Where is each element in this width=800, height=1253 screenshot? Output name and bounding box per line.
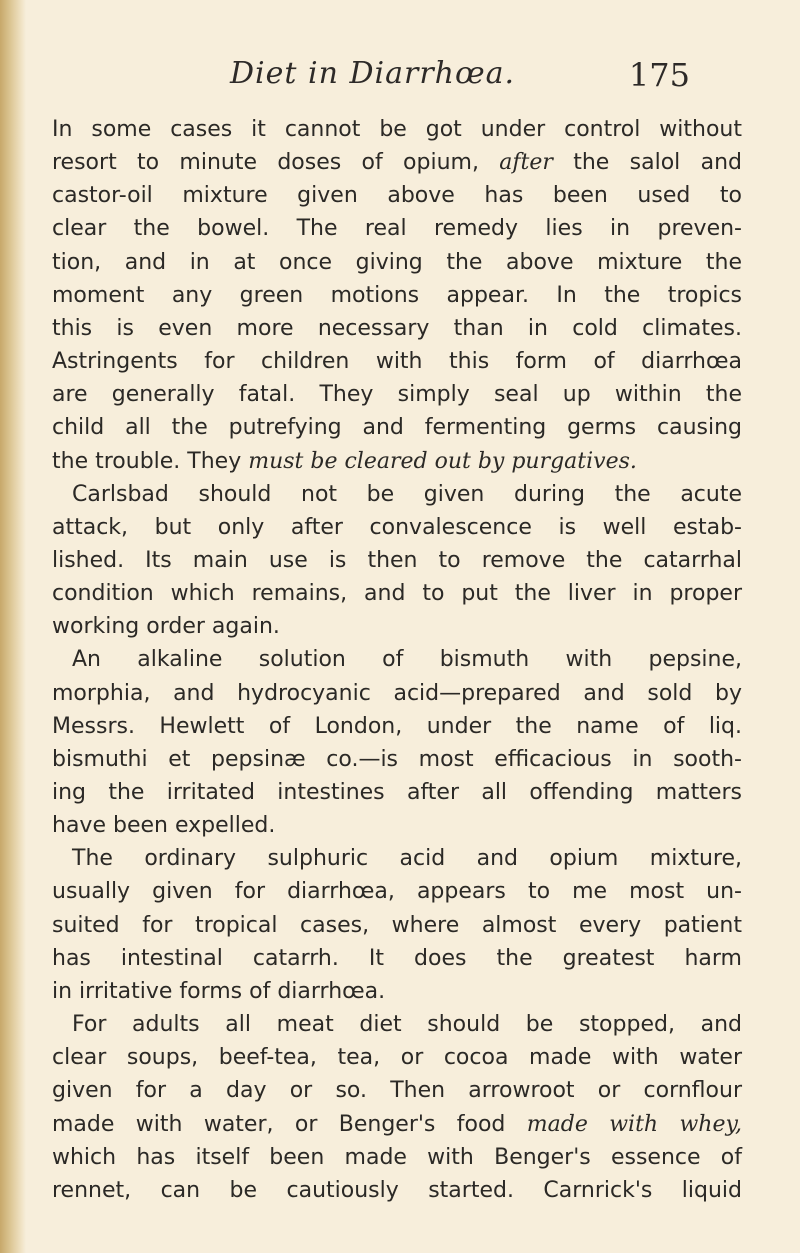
text-segment: condition which remains, and to put the liver in proper <box>52 581 742 607</box>
text-segment: have been expelled. <box>52 813 276 839</box>
text-segment: Messrs. Hewlett of London, under the name of liq. <box>52 713 742 739</box>
text-segment: suited for tropical cases, where almost every patient <box>52 912 742 938</box>
text-line <box>52 744 742 776</box>
text-segment: For adults all meat diet should be stopped, and <box>72 1012 742 1037</box>
text-line <box>52 1175 742 1207</box>
text-segment: Carlsbad should not be given during the acute <box>72 481 742 507</box>
text-segment: ing the irritated intestines after all offending matters <box>52 780 742 805</box>
text-segment: given for a day or so. Then arrowroot or cornflour <box>52 1078 742 1104</box>
text-segment: castor-oil mixture given above has been used to <box>52 183 742 209</box>
text-segment: usually given for diarrhœa, appears to me most un- <box>52 879 742 905</box>
text-segment: the salol and <box>552 150 742 176</box>
page-number: 175 <box>628 56 690 94</box>
text-line <box>52 976 742 1008</box>
text-line <box>72 843 742 875</box>
text-segment: which has itself been made with Benger's essence of <box>52 1144 742 1170</box>
text-segment: attack, but only after convalescence is well estab- <box>52 514 742 540</box>
text-segment: the trouble. They <box>52 448 249 474</box>
text-line <box>52 446 742 478</box>
text-line <box>52 346 742 378</box>
text-line <box>72 644 742 676</box>
text-line <box>52 180 742 212</box>
text-line <box>52 1109 742 1141</box>
text-line <box>52 1042 742 1074</box>
text-segment: Astringents for children with this form of diarrhœa <box>52 349 742 374</box>
text-segment: are generally fatal. They simply seal up within the <box>52 382 742 408</box>
running-title: Diet in Diarrhœa. <box>230 56 516 91</box>
text-line <box>52 910 742 942</box>
text-line <box>52 943 742 975</box>
text-segment: moment any green motions appear. In the tropics <box>52 282 742 308</box>
text-segment: in irritative forms of diarrhœa. <box>52 978 386 1004</box>
text-line <box>72 1009 742 1041</box>
text-line <box>52 1142 742 1174</box>
text-line <box>52 313 742 345</box>
text-line <box>72 479 742 511</box>
text-segment: The ordinary sulphuric acid and opium mixture, <box>72 846 742 872</box>
text-line <box>52 147 742 179</box>
text-line <box>52 213 742 245</box>
italic-text: must be cleared out by purgatives. <box>248 448 637 474</box>
text-segment: In some cases it cannot be got under control without <box>52 117 742 142</box>
text-segment: rennet, can be cautiously started. Carnrick's liquid <box>52 1177 742 1203</box>
text-line <box>52 512 742 544</box>
text-segment: has intestinal catarrh. It does the greatest harm <box>52 945 742 971</box>
text-line <box>52 247 742 279</box>
text-line <box>52 578 742 610</box>
text-segment: clear soups, beef-tea, tea, or cocoa made with water <box>52 1045 742 1071</box>
text-line <box>52 114 742 146</box>
text-line <box>52 711 742 743</box>
text-segment: child all the putrefying and fermenting germs causing <box>52 415 742 441</box>
text-line <box>52 876 742 908</box>
text-line <box>52 678 742 710</box>
text-line <box>52 379 742 411</box>
text-segment: morphia, and hydrocyanic acid—prepared and sold by <box>52 680 742 706</box>
text-line <box>52 1075 742 1107</box>
text-segment: lished. Its main use is then to remove the catarrhal <box>52 548 742 573</box>
text-segment: bismuthi et pepsinæ co.—is most efficacious in sooth- <box>52 746 742 772</box>
text-segment: working order again. <box>52 614 280 640</box>
italic-text: made with whey, <box>526 1111 742 1137</box>
text-line <box>52 545 742 577</box>
text-segment: resort to minute doses of opium, <box>52 150 500 176</box>
text-segment: made with water, or Benger's food <box>52 1111 527 1137</box>
text-line <box>52 611 742 643</box>
text-line <box>52 810 742 842</box>
text-line <box>52 412 742 444</box>
italic-text: after <box>499 150 553 176</box>
text-segment: tion, and in at once giving the above mixture the <box>52 249 742 275</box>
text-line <box>52 280 742 312</box>
text-segment: this is even more necessary than in cold climates. <box>52 315 742 341</box>
text-segment: An alkaline solution of bismuth with pepsine, <box>72 647 742 673</box>
text-line <box>52 777 742 809</box>
text-segment: clear the bowel. The real remedy lies in preven- <box>52 216 742 242</box>
